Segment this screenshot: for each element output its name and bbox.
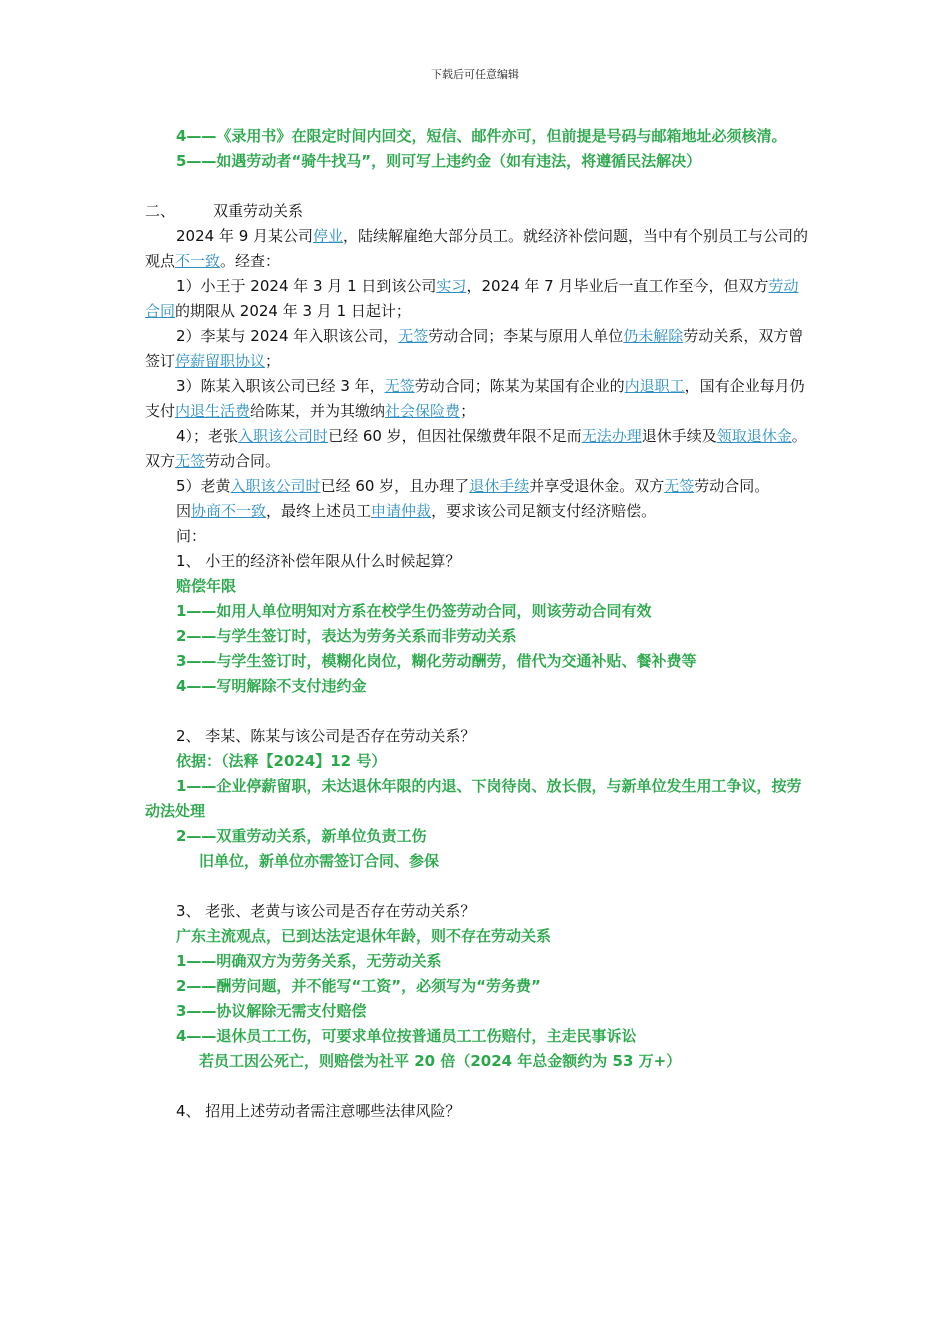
link-term[interactable]: 无签 (384, 377, 415, 395)
case-item-5 (145, 474, 810, 499)
text: 2024 年 9 月某公司 (176, 227, 314, 245)
link-term[interactable]: 无签 (664, 477, 695, 495)
answer-item-continued: 若员工因公死亡，则赔偿为社平 20 倍（2024 年总金额约为 53 万+） (199, 1052, 682, 1070)
text: ，陆续解雇绝大部分员工。就经济补偿问题，当中有个别员工与公司的观点 (145, 227, 809, 270)
text: 已经 60 岁，但因社保缴费年限不足而 (328, 427, 582, 445)
text: 给陈某，并为其缴纳 (250, 402, 386, 420)
text: ； (460, 402, 476, 420)
text: ，要求该公司足额支付经济赔偿。 (431, 502, 657, 520)
text: 并享受退休金。双方 (529, 477, 665, 495)
text: 4）；老张 (176, 427, 239, 445)
case-item-2 (145, 324, 810, 374)
text: 劳动合同；李某与原用人单位 (428, 327, 624, 345)
answer-main: 广东主流观点，已到达法定退休年龄，则不存在劳动关系 (176, 927, 552, 945)
section-number: 二、 (145, 202, 176, 220)
answer-item: 4——写明解除不支付违约金 (176, 677, 367, 695)
text: 5）老黄 (176, 477, 231, 495)
case-intro (145, 224, 810, 274)
answer-item-continued: 旧单位，新单位亦需签订合同、参保 (199, 852, 440, 870)
link-term[interactable]: 停薪留职协议 (175, 352, 266, 370)
link-term[interactable]: 领取退休金 (716, 427, 792, 445)
answer-item: 1——如用人单位明知对方系在校学生仍签劳动合同，则该劳动合同有效 (176, 602, 652, 620)
answer-title: 赔偿年限 (176, 577, 237, 595)
case-item-4 (145, 424, 810, 474)
link-term[interactable]: 申请仲裁 (371, 502, 432, 520)
link-term[interactable]: 内退生活费 (175, 402, 251, 420)
question-4: 4、 招用上述劳动者需注意哪些法律风险？ (176, 1102, 461, 1120)
case-conclusion (145, 499, 810, 524)
question-1: 1、 小王的经济补偿年限从什么时候起算？ (176, 552, 461, 570)
answer-item: 4——退休员工工伤，可要求单位按普通员工工伤赔付，主走民事诉讼 (176, 1027, 637, 1045)
text: 2）李某与 2024 年入职该公司， (176, 327, 399, 345)
text: 劳动合同；陈某为某国有企业的 (414, 377, 625, 395)
text: 劳动关系，双方曾签订 (145, 327, 804, 370)
answer-item: 3——协议解除无需支付赔偿 (176, 1002, 367, 1020)
link-term[interactable]: 内退职工 (624, 377, 685, 395)
link-term[interactable]: 退休手续 (469, 477, 530, 495)
text: 退休手续及 (641, 427, 717, 445)
link-term[interactable]: 无法办理 (581, 427, 642, 445)
link-term[interactable]: 无签 (398, 327, 429, 345)
link-term[interactable]: 无签 (175, 452, 206, 470)
text: 因 (176, 502, 192, 520)
question-3: 3、 老张、老黄与该公司是否存在劳动关系？ (176, 902, 476, 920)
answer-item: 2——与学生签订时，表达为劳务关系而非劳动关系 (176, 627, 517, 645)
document-body (145, 124, 810, 1124)
link-term[interactable]: 入职该公司时 (238, 427, 329, 445)
question-2: 2、 李某、陈某与该公司是否存在劳动关系？ (176, 727, 476, 745)
case-item-3 (145, 374, 810, 424)
spacer (145, 1074, 810, 1099)
case-item-1 (145, 274, 810, 324)
answer-item: 1——企业停薪留职，未达退休年限的内退、下岗待岗、放长假，与新单位发生用工争议，按劳动法处理 (145, 777, 802, 820)
link-term[interactable]: 仍未解除 (623, 327, 684, 345)
text: 3）陈某入职该公司已经 3 年， (176, 377, 385, 395)
section-title: 双重劳动关系 (213, 202, 304, 220)
text: 。经查： (220, 252, 281, 270)
link-term[interactable]: 不一致 (175, 252, 221, 270)
text: ，国有企业每月仍支付 (145, 377, 805, 420)
text: 已经 60 岁，且办理了 (320, 477, 470, 495)
link-term[interactable]: 实习 (436, 277, 467, 295)
link-term[interactable]: 协商不一致 (191, 502, 267, 520)
answer-item: 2——酬劳问题，并不能写“工资”，必须写为“劳务费” (176, 977, 541, 995)
link-term[interactable]: 入职该公司时 (230, 477, 321, 495)
answer-item: 1——明确双方为劳务关系，无劳动关系 (176, 952, 442, 970)
spacer (145, 874, 810, 899)
answer-basis: 依据：（法释【2024】12 号） (176, 752, 387, 770)
text: 的期限从 2024 年 3 月 1 日起计； (175, 302, 411, 320)
text: 1）小王于 2024 年 3 月 1 日到该公司 (176, 277, 437, 295)
text: ，最终上述员工 (266, 502, 372, 520)
spacer (145, 174, 810, 199)
top-item-4: 4——《录用书》在限定时间内回交，短信、邮件亦可，但前提是号码与邮箱地址必须核清。 (176, 127, 787, 145)
link-term[interactable]: 停业 (313, 227, 344, 245)
link-term[interactable]: 劳动合同 (145, 277, 799, 320)
text: 劳动合同。 (694, 477, 770, 495)
text: 。双方 (145, 427, 807, 470)
section-heading (145, 199, 810, 224)
spacer (145, 699, 810, 724)
link-term[interactable]: 社会保险费 (385, 402, 461, 420)
answer-item: 3——与学生签订时，模糊化岗位，糊化劳动酬劳，借代为交通补贴、餐补费等 (176, 652, 697, 670)
answer-item: 2——双重劳动关系，新单位负责工伤 (176, 827, 427, 845)
text: ，2024 年 7 月毕业后一直工作至今，但双方 (466, 277, 769, 295)
text: ； (265, 352, 281, 370)
top-item-5: 5——如遇劳动者“骑牛找马”，则可写上违约金（如有违法，将遵循民法解决） (176, 152, 702, 170)
text: 劳动合同。 (205, 452, 281, 470)
question-label: 问： (176, 527, 207, 545)
page-header: 下载后可任意编辑 (431, 68, 519, 81)
